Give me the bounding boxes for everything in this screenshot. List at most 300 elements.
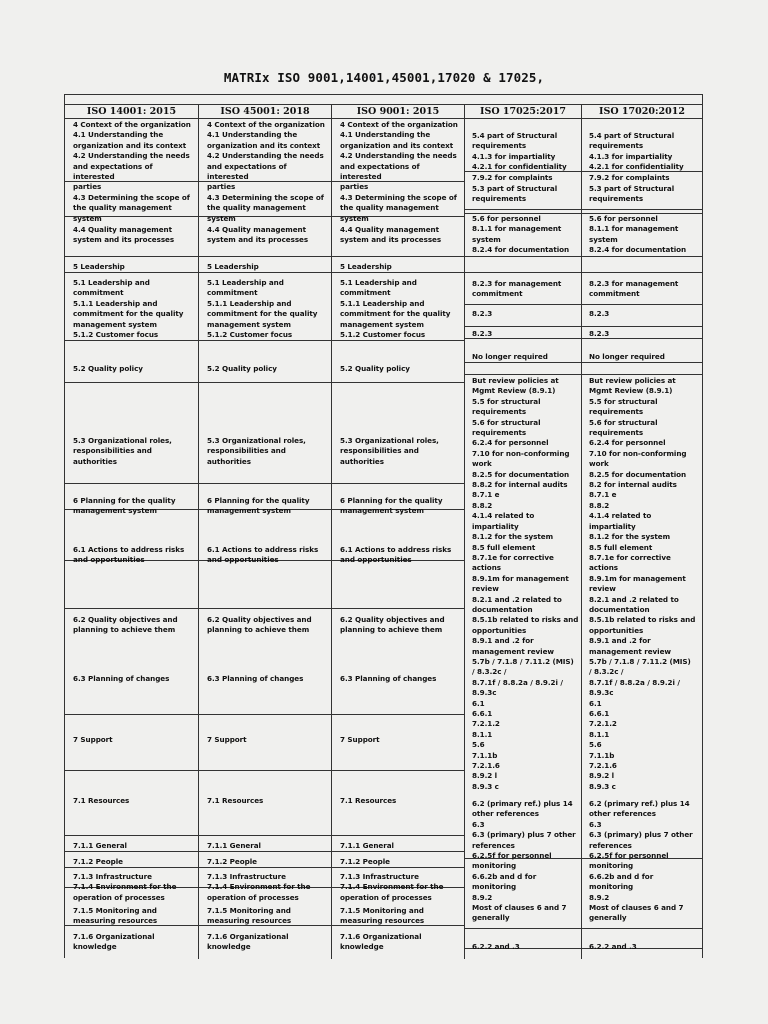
cell-line: 8.2.3 [472, 309, 493, 318]
cell-monitoring [199, 906, 331, 927]
cell-line: 6.2 (primary ref.) plus 14 [472, 799, 573, 808]
cell-line: 7.1.2 People [340, 857, 390, 866]
cell-leadership-commitment [332, 278, 464, 340]
table-body [65, 119, 702, 959]
cell-line: 4.4 Quality management [207, 225, 307, 234]
cell-knowledge [332, 932, 464, 953]
cell-no-longer-required [582, 352, 702, 362]
cell-line: 6.1 [472, 698, 485, 708]
cell-line: management system [340, 506, 424, 516]
cell-line: 7.1.1 General [340, 841, 394, 850]
cell-knowledge [199, 932, 331, 953]
cell-context [65, 120, 198, 224]
cell-line: and opportunities [73, 555, 145, 565]
cell-line: impartiality [589, 521, 636, 531]
cell-line: 6 Planning for the quality [207, 496, 310, 505]
cell-line: generally [472, 913, 510, 923]
cell-line: management system [73, 319, 157, 329]
cell-line: 8.9.3 c [589, 781, 616, 791]
cell-line: 8.1.1 for management [472, 224, 562, 234]
cell-line: 5.2 Quality policy [340, 364, 410, 373]
cell-line: the quality management [340, 203, 439, 213]
cell-line: 7.2.1.2 [472, 719, 500, 729]
header-iso9001: ISO 9001: 2015 [332, 105, 465, 118]
cell-line: 8.7.1f / 8.8.2a / 8.9.2i / [472, 677, 563, 687]
cell-line: measuring resources [207, 916, 292, 926]
cell-line: 8.9.2 [589, 892, 610, 902]
cell-resources [332, 796, 464, 806]
cell-line: commitment [589, 289, 640, 299]
cell-line: 5.1 Leadership and [73, 278, 150, 287]
cell-line: 5.1 Leadership and [340, 278, 417, 287]
cell-line: 8.5 full element [472, 542, 536, 552]
cell-leadership [65, 262, 198, 272]
cell-objectives [65, 615, 198, 636]
cell-line: management system [340, 319, 424, 329]
cell-line: commitment for the quality [73, 309, 184, 319]
cell-line: parties [340, 182, 369, 192]
matrix-table [64, 94, 703, 958]
cell-line: / 8.3.2c / [472, 667, 507, 677]
cell-support [65, 735, 198, 745]
cell-quality-policy [65, 364, 198, 374]
cell-line: 8.5 full element [589, 542, 653, 552]
cell-line: requirements [472, 407, 527, 417]
cell-line: 4.1 Understanding the [73, 130, 164, 140]
cell-line: 6.3 [472, 819, 485, 829]
cell-line: 7.1.6 Organizational [207, 932, 289, 941]
cell-line: 4.1.4 related to [589, 511, 652, 521]
row-divider [582, 209, 702, 210]
row-divider [65, 714, 198, 715]
cell-line: 8.9.3c [472, 688, 497, 698]
cell-line: 4.1 Understanding the [207, 130, 298, 140]
cell-line: 8.8.2 for internal audits [472, 480, 568, 490]
cell-line: 8.7.1e for corrective [589, 552, 671, 562]
cell-line: 6.1 Actions to address risks [340, 545, 452, 554]
cell-line: 8.2.1 and .2 related to [589, 594, 679, 604]
cell-resources [65, 796, 198, 806]
column-iso45001 [199, 119, 332, 959]
cell-line: commitment for the quality [340, 309, 451, 319]
cell-line: 7.1.2 People [73, 857, 123, 866]
row-divider [582, 304, 702, 305]
cell-structural-1 [582, 131, 702, 183]
cell-line: organization and its context [207, 140, 321, 150]
cell-line: commitment [207, 288, 258, 298]
cell-line: No longer required [472, 352, 548, 361]
cell-line: 6 Planning for the quality [340, 496, 443, 505]
cell-monitoring [332, 906, 464, 927]
cell-line: 6.1 Actions to address risks [73, 545, 185, 554]
cell-line: responsibilities and authorities [340, 446, 419, 466]
cell-line: other references [472, 809, 539, 819]
cell-risks [65, 545, 198, 566]
cell-line: 7.1.1 General [73, 841, 127, 850]
cell-line: 6.2.4 for personnel [589, 438, 666, 448]
cell-structural-1 [465, 131, 581, 183]
cell-line: the quality management [207, 203, 306, 213]
cell-line: planning to achieve them [207, 625, 310, 635]
column-iso9001 [332, 119, 465, 959]
cell-line: 4.3 Determining the scope of [207, 192, 324, 202]
cell-line: 8.9.1 and .2 for [472, 636, 534, 646]
row-divider [332, 256, 464, 257]
cell-mgmt-commitment [582, 279, 702, 300]
header-iso45001: ISO 45001: 2018 [199, 105, 332, 118]
row-divider [332, 835, 464, 836]
column-iso17025 [465, 119, 582, 959]
cell-general [65, 841, 198, 851]
table-header-row [65, 105, 702, 119]
cell-line: review [472, 584, 499, 594]
cell-planning [65, 496, 198, 517]
cell-line: 5.6 [472, 740, 485, 750]
cell-line: 6.2.5f for personnel [472, 851, 552, 861]
cell-line: 7.1.3 Infrastructure [73, 872, 152, 881]
cell-line: requirements [589, 141, 644, 151]
cell-line: Most of clauses 6 and 7 [472, 903, 567, 913]
cell-line: 5.6 for personnel [472, 214, 541, 223]
cell-general [199, 841, 331, 851]
cell-line: planning to achieve them [73, 625, 176, 635]
row-divider [199, 382, 331, 383]
cell-infrastructure [199, 872, 331, 903]
cell-line: 6.6.1 [589, 709, 610, 718]
cell-quality-policy [199, 364, 331, 374]
cell-infrastructure [332, 872, 464, 903]
row-divider [199, 770, 331, 771]
cell-line: 8.9.1 and .2 for [589, 636, 651, 646]
cell-line: 6.6.1 [472, 709, 493, 718]
cell-line: 7.1.6 Organizational [73, 932, 155, 941]
cell-qms-processes [65, 225, 198, 246]
cell-line: 8.9.2 l [472, 771, 498, 781]
cell-line: 7.1.3 Infrastructure [340, 872, 419, 881]
cell-line: 5.3 part of Structural [589, 184, 675, 193]
cell-line: But review policies at [472, 376, 559, 385]
cell-line: Mgmt Review (8.9.1) [589, 386, 673, 396]
row-divider [465, 304, 581, 305]
cell-line: 4.2 Understanding the needs [73, 151, 190, 161]
cell-line: 6.2 (primary ref.) plus 14 [589, 799, 690, 808]
cell-objectives [199, 615, 331, 636]
cell-line: 6.2.5f for personnel [589, 851, 669, 861]
cell-review-references [582, 376, 702, 792]
cell-line: documentation [472, 604, 533, 614]
cell-line: 8.2.3 for management [589, 279, 679, 288]
cell-line: 8.9.1m for management [472, 573, 569, 583]
cell-line: 5.7b / 7.1.8 / 7.11.2 (MIS) [589, 656, 691, 666]
cell-line: 5.1.2 Customer focus [207, 330, 293, 340]
cell-line: 8.1.2 for the system [589, 532, 671, 542]
cell-roles [65, 436, 198, 467]
cell-line: management review [472, 646, 554, 656]
cell-people [332, 857, 464, 867]
cell-line: 6.3 Planning of changes [340, 674, 437, 683]
cell-line: 8.2.3 for management [472, 279, 562, 288]
cell-line: 5.4 part of Structural [472, 131, 558, 140]
cell-line: 4.1.3 for impartiality [472, 151, 556, 161]
cell-line: 8.8.2 [589, 500, 610, 510]
cell-line: 8.1.2 for the system [472, 532, 554, 542]
cell-823-b [582, 329, 702, 339]
cell-line: 8.9.2 l [589, 771, 615, 781]
cell-line: 7.1.1 General [207, 841, 261, 850]
cell-line: requirements [589, 407, 644, 417]
cell-line: 8.7.1e for corrective [472, 552, 554, 562]
cell-line: 5.5 for structural [589, 396, 658, 406]
cell-personnel [465, 214, 581, 256]
cell-leadership-commitment [65, 278, 198, 340]
cell-line: 5.2 Quality policy [207, 364, 277, 373]
cell-line: 8.1.1 [472, 729, 493, 739]
cell-line: 6.2.2 and .3 [589, 942, 637, 951]
cell-line: 5.3 part of Structural [472, 184, 558, 193]
cell-line: organization and its context [340, 140, 454, 150]
cell-planning-changes [332, 674, 464, 684]
row-divider [582, 928, 702, 929]
cell-line: system [207, 213, 236, 223]
cell-line: 8.2.3 [472, 329, 493, 338]
row-divider [465, 256, 581, 257]
cell-line: actions [472, 563, 501, 573]
cell-structural-2 [582, 184, 702, 205]
cell-line: 7.1.5 Monitoring and [207, 906, 291, 915]
cell-people-references [582, 799, 702, 924]
cell-line: 5.1.2 Customer focus [73, 330, 159, 340]
cell-line: documentation [589, 604, 650, 614]
cell-line: 6.3 Planning of changes [207, 674, 304, 683]
cell-line: 6.2.2 and .3 [472, 942, 520, 951]
cell-line: 8.9.3 c [472, 781, 499, 791]
cell-context [199, 120, 331, 224]
cell-qms-processes [199, 225, 331, 246]
cell-line: 4 Context of the organization [73, 120, 191, 129]
cell-line: requirements [472, 194, 527, 204]
cell-leadership [332, 262, 464, 272]
cell-roles [332, 436, 464, 467]
cell-line: system [472, 234, 501, 244]
cell-line: commitment for the quality [207, 309, 318, 319]
cell-line: 5.3 Organizational roles, [73, 436, 172, 445]
cell-line: 5.3 Organizational roles, [207, 436, 306, 445]
cell-line: 5.1.2 Customer focus [340, 330, 426, 340]
cell-line: system [73, 213, 102, 223]
cell-line: responsibilities and authorities [207, 446, 286, 466]
cell-line: parties [207, 182, 236, 192]
cell-line: requirements [589, 194, 644, 204]
cell-line: generally [589, 913, 627, 923]
row-divider [332, 483, 464, 484]
cell-line: requirements [589, 428, 644, 438]
cell-line: 4.3 Determining the scope of [73, 192, 190, 202]
row-divider [582, 326, 702, 327]
cell-line: 8.9.3c [589, 688, 614, 698]
cell-line: and opportunities [207, 555, 279, 565]
cell-line: work [472, 459, 492, 469]
cell-line: 7.1.1b [589, 750, 615, 760]
cell-line: 5.1 Leadership and [207, 278, 284, 287]
cell-line: 7.9.2 for complaints [589, 172, 670, 182]
cell-line: commitment [73, 288, 124, 298]
cell-line: knowledge [73, 942, 117, 952]
cell-line: requirements [472, 428, 527, 438]
cell-line: operation of processes [340, 892, 432, 902]
cell-leadership-commitment [199, 278, 331, 340]
cell-knowledge [65, 932, 198, 953]
cell-personnel [582, 214, 702, 256]
cell-line: 7.9.2 for complaints [472, 172, 553, 182]
cell-line: 7.1.5 Monitoring and [73, 906, 157, 915]
row-divider [65, 835, 198, 836]
cell-line: 8.9.1m for management [589, 573, 686, 583]
cell-line: / 8.3.2c / [589, 667, 624, 677]
cell-line: system [589, 234, 618, 244]
cell-line: work [589, 459, 609, 469]
cell-line: 7.1.2 People [207, 857, 257, 866]
cell-no-longer-required [465, 352, 581, 362]
cell-line: 6.3 (primary) plus 7 other [589, 830, 693, 840]
cell-line: 6.6.2b and d for [472, 871, 537, 881]
cell-review-references [465, 376, 581, 792]
cell-last-reference [465, 942, 581, 952]
cell-line: opportunities [472, 625, 527, 635]
cell-line: 5.6 for structural [589, 417, 658, 427]
cell-line: 5.4 part of Structural [589, 131, 675, 140]
cell-leadership [199, 262, 331, 272]
cell-line: references [589, 840, 632, 850]
cell-line: But review policies at [589, 376, 676, 385]
cell-line: Mgmt Review (8.9.1) [472, 386, 556, 396]
cell-line: 6.1 Actions to address risks [207, 545, 319, 554]
cell-line: system and its processes [340, 235, 442, 245]
column-iso17020 [582, 119, 702, 959]
cell-823-a [582, 309, 702, 319]
row-divider [582, 374, 702, 375]
cell-risks [332, 545, 464, 566]
cell-line: 8.2.4 for documentation [472, 245, 570, 255]
cell-line: 5.2 Quality policy [73, 364, 143, 373]
cell-line: 5.6 for personnel [589, 214, 658, 223]
cell-line: 5.7b / 7.1.8 / 7.11.2 (MIS) [472, 656, 574, 666]
cell-line: planning to achieve them [340, 625, 443, 635]
cell-line: 7 Support [207, 735, 247, 744]
row-divider [332, 608, 464, 609]
cell-line: 4.2.1 for confidentiality [472, 162, 567, 172]
cell-line: 7.1 Resources [207, 796, 264, 805]
cell-line: 6.6.2b and d for [589, 871, 654, 881]
cell-line: system and its processes [73, 235, 175, 245]
cell-line: 4.1 Understanding the [340, 130, 431, 140]
cell-line: management review [589, 646, 671, 656]
cell-line: 8.9.2 [472, 892, 493, 902]
cell-line: 8.2.4 for documentation [589, 245, 687, 255]
cell-line: 4.1.4 related to [472, 511, 535, 521]
cell-line: system [340, 213, 369, 223]
row-divider [332, 770, 464, 771]
row-divider [65, 483, 198, 484]
cell-line: 6.2 Quality objectives and [340, 615, 445, 624]
column-iso14001 [65, 119, 199, 959]
cell-line: 8.2.5 for documentation [472, 469, 570, 479]
row-divider [465, 326, 581, 327]
cell-line: 7 Support [340, 735, 380, 744]
cell-line: 5 Leadership [207, 262, 259, 271]
cell-risks [199, 545, 331, 566]
cell-line: and expectations of interested [340, 161, 420, 182]
cell-planning [332, 496, 464, 517]
row-divider [65, 382, 198, 383]
cell-line: 7.2.1.6 [589, 761, 617, 771]
cell-quality-policy [332, 364, 464, 374]
cell-line: Most of clauses 6 and 7 [589, 903, 684, 913]
cell-line: 8.7.1 e [472, 490, 500, 500]
cell-line: 6 Planning for the quality [73, 496, 176, 505]
cell-line: 6.1 [589, 698, 602, 708]
cell-line: operation of processes [73, 892, 165, 902]
cell-line: 7 Support [73, 735, 113, 744]
cell-line: 5.1.1 Leadership and [340, 298, 425, 308]
cell-line: parties [73, 182, 102, 192]
cell-line: 5.1.1 Leadership and [207, 298, 292, 308]
cell-line: No longer required [589, 352, 665, 361]
row-divider [65, 256, 198, 257]
cell-line: commitment [472, 289, 523, 299]
row-divider [332, 714, 464, 715]
cell-line: and expectations of interested [207, 161, 287, 182]
cell-planning [199, 496, 331, 517]
cell-line: 7.1.5 Monitoring and [340, 906, 424, 915]
cell-line: impartiality [472, 521, 519, 531]
cell-line: other references [589, 809, 656, 819]
cell-support [332, 735, 464, 745]
cell-line: 6.2 Quality objectives and [73, 615, 178, 624]
cell-line: 8.2.3 [589, 309, 610, 318]
cell-line: 4 Context of the organization [207, 120, 325, 129]
cell-line: 5 Leadership [73, 262, 125, 271]
cell-line: 8.1.1 for management [589, 224, 679, 234]
cell-monitoring [65, 906, 198, 927]
cell-general [332, 841, 464, 851]
cell-line: 8.5.1b related to risks and [472, 615, 579, 625]
cell-line: references [472, 840, 515, 850]
cell-line: management system [207, 506, 291, 516]
row-divider [465, 374, 581, 375]
cell-objectives [332, 615, 464, 636]
cell-line: system and its processes [207, 235, 309, 245]
cell-line: measuring resources [73, 916, 158, 926]
cell-line: 7.10 for non-conforming [589, 448, 687, 458]
row-divider [465, 928, 581, 929]
cell-line: 8.5.1b related to risks and [589, 615, 696, 625]
cell-line: 4.3 Determining the scope of [340, 192, 457, 202]
cell-structural-2 [465, 184, 581, 205]
header-iso17025: ISO 17025:2017 [465, 105, 582, 118]
cell-mgmt-commitment [465, 279, 581, 300]
cell-roles [199, 436, 331, 467]
cell-line: 7.1.4 Environment for the [207, 882, 311, 892]
cell-line: 6.2.4 for personnel [472, 438, 549, 448]
cell-last-reference [582, 942, 702, 952]
cell-line: commitment [340, 288, 391, 298]
cell-people [65, 857, 198, 867]
cell-line: organization and its context [73, 140, 187, 150]
cell-line: 5.6 for structural [472, 417, 541, 427]
cell-line: 8.2.1 and .2 related to [472, 594, 562, 604]
row-divider [332, 382, 464, 383]
cell-line: 7.2.1.2 [589, 719, 617, 729]
